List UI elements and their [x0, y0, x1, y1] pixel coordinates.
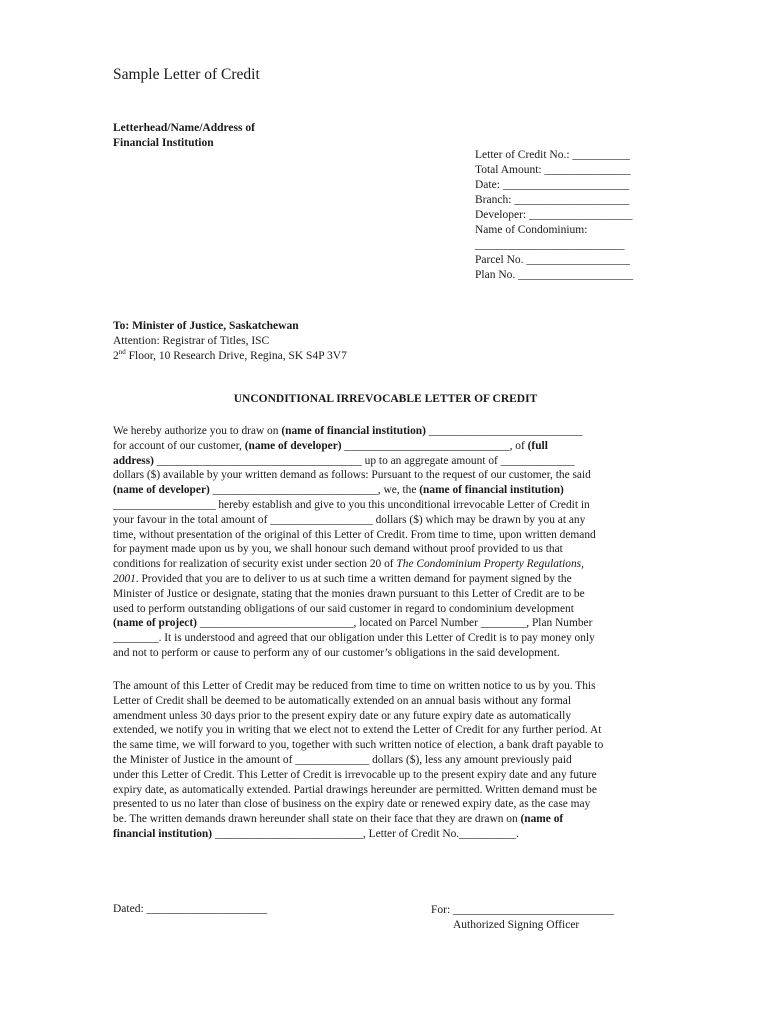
- branch-field: Branch: ____________________: [475, 194, 630, 206]
- body-line: time, without presentation of the original of this Letter of Credit. From time to time, upon written demand: [113, 528, 596, 541]
- signature-block: [431, 903, 614, 933]
- body-line: __________________ hereby establish and give to you this unconditional irrevocable Letter of Credit in: [113, 498, 590, 511]
- body-line: and not to perform or cause to perform any of our customer’s obligations in the said development.: [113, 646, 560, 659]
- body-line: address) ____________________________________ up to an aggregate amount of _____________: [113, 454, 575, 467]
- letter-heading: UNCONDITIONAL IRREVOCABLE LETTER OF CREDIT: [233, 393, 538, 405]
- letterhead-line: Financial Institution: [113, 136, 214, 149]
- dated-field: Dated: _____________________: [113, 903, 268, 915]
- body-line: 2001. Provided that you are to deliver to us at such time a written demand for payment signed by the: [113, 572, 572, 585]
- parcel-field: Parcel No. __________________: [475, 254, 630, 266]
- body-line: Letter of Credit shall be deemed to be automatically extended on an annual basis without any formal: [113, 694, 572, 707]
- addressee-attention: Attention: Registrar of Titles, ISC: [113, 335, 270, 347]
- body-line: conditions for realization of security exist under section 20 of The Condominium Property Regulations,: [113, 558, 584, 571]
- developer-field: Developer: __________________: [475, 209, 633, 221]
- body-line: amendment unless 30 days prior to the present expiry date or any future expiry date as automatically: [113, 709, 572, 722]
- body-line: (name of project) ___________________________, located on Parcel Number ________, Plan Number: [113, 617, 593, 630]
- body-line: Minister of Justice or designate, stating that the monies drawn pursuant to this Letter of Credit are to be: [113, 587, 585, 600]
- addressee-block: [113, 319, 347, 364]
- addressee-address: 2nd Floor, 10 Research Drive, Regina, SK S4P 3V7: [113, 348, 347, 362]
- body-line: We hereby authorize you to draw on (name of financial institution) ___________________________: [113, 425, 583, 437]
- total-amount-field: Total Amount: _______________: [475, 164, 631, 176]
- addressee-to: To: Minister of Justice, Saskatchewan: [113, 320, 299, 332]
- document-title: Sample Letter of Credit: [113, 66, 260, 83]
- for-field: For: ____________________________: [431, 904, 615, 916]
- letterhead-block: [113, 121, 255, 151]
- body-paragraph-1: [113, 424, 658, 661]
- date-field: Date: ______________________: [475, 179, 630, 191]
- body-line: dollars ($) available by your written demand as follows: Pursuant to the request of our customer, the said: [113, 469, 591, 482]
- condominium-field: Name of Condominium:: [475, 224, 588, 236]
- body-line: expiry date, as automatically extended. Partial drawings hereunder are permitted. Written demand must be: [113, 783, 597, 796]
- body-line: under this Letter of Credit. This Letter of Credit is irrevocable up to the present expiry date and any future: [113, 768, 597, 781]
- reference-block: [475, 148, 633, 283]
- condominium-blank: __________________________: [475, 239, 625, 251]
- body-paragraph-2: [113, 679, 658, 842]
- body-line: presented to us no later than close of business on the expiry date or renewed expiry date, as the case may: [113, 798, 591, 811]
- signing-officer-label: Authorized Signing Officer: [453, 919, 580, 931]
- body-line: extended, we notify you in writing that we elect not to extend the Letter of Credit for any further period. At: [113, 724, 602, 737]
- loc-number-field: Letter of Credit No.: __________: [475, 149, 630, 161]
- body-line: The amount of this Letter of Credit may be reduced from time to time on written notice to us by you. This: [113, 680, 596, 692]
- letterhead-line: Letterhead/Name/Address of: [113, 122, 255, 134]
- body-line: financial institution) __________________________, Letter of Credit No.__________.: [113, 827, 519, 840]
- body-line: used to perform outstanding obligations of our said customer in regard to condominium development: [113, 602, 574, 615]
- body-line: your favour in the total amount of __________________ dollars ($) which may be drawn by you at any: [113, 513, 586, 526]
- body-line: for payment made upon us by you, we shall honour such demand without proof provided to us that: [113, 543, 563, 556]
- plan-field: Plan No. ____________________: [475, 269, 634, 281]
- body-line: ________. It is understood and agreed that our obligation under this Letter of Credit is to pay money only: [113, 632, 595, 645]
- body-line: the same time, we will forward to you, together with such written notice of election, a bank draft payable to: [113, 739, 604, 752]
- body-line: for account of our customer, (name of developer) _____________________________, of (full: [113, 439, 548, 452]
- body-line: the Minister of Justice in the amount of _____________ dollars ($), less any amount previously paid: [113, 753, 572, 766]
- body-line: be. The written demands drawn hereunder shall state on their face that they are drawn on (name of: [113, 813, 564, 826]
- body-line: (name of developer) _____________________________, we, the (name of financial institution): [113, 484, 564, 497]
